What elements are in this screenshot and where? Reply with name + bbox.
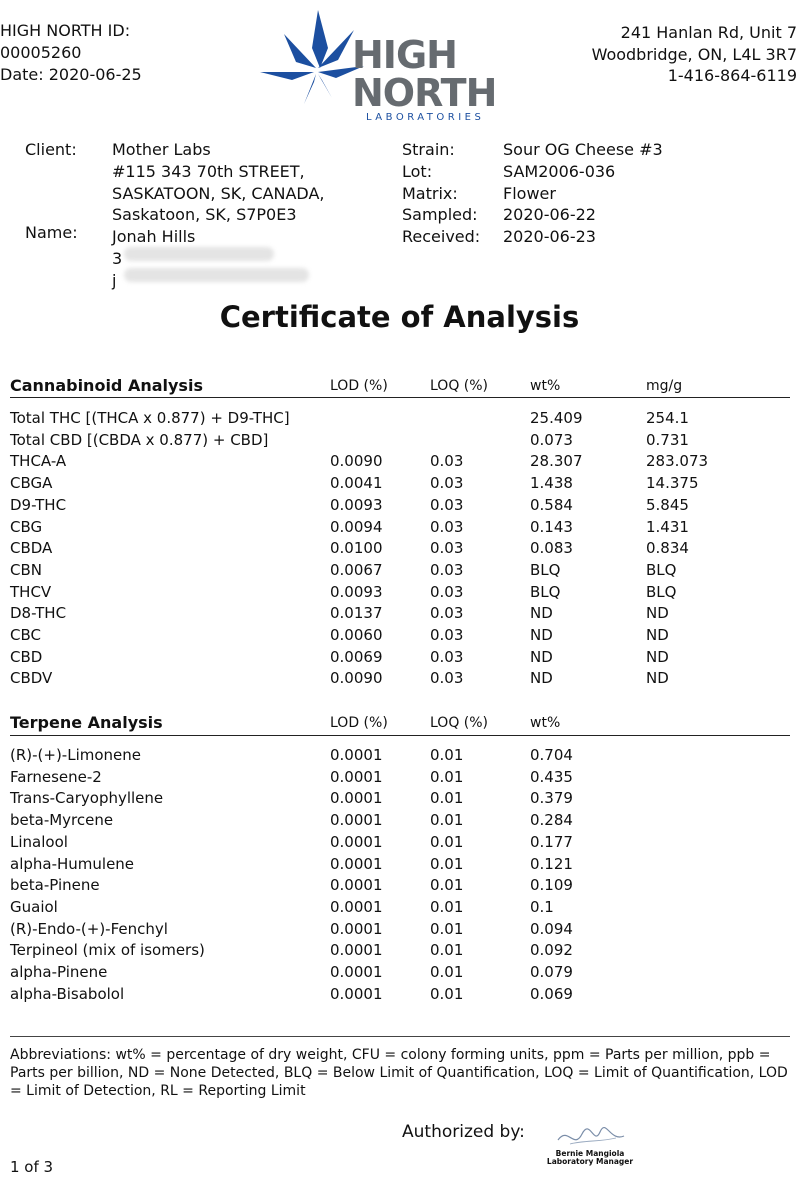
analyte-value: 0.0001 (330, 984, 383, 1003)
analyte-name: alpha-Bisabolol (10, 984, 125, 1003)
analyte-value: 0.03 (430, 647, 464, 666)
analyte-name: (R)-(+)-Limonene (10, 746, 142, 764)
empty-cell (646, 788, 766, 810)
empty-cell (646, 745, 766, 767)
analyte-value: 0.109 (530, 876, 573, 895)
analyte-name: CBN (10, 560, 42, 579)
analyte-value: ND (530, 604, 553, 623)
client-address2: SASKATOON, SK, CANADA, (112, 183, 325, 203)
column-header: mg/g (646, 378, 683, 394)
analyte-value: 0.177 (530, 832, 573, 851)
analyte-value: 0.092 (530, 941, 573, 960)
analyte-value: BLQ (646, 582, 677, 601)
lab-phone: 1-416-864-6119 (667, 66, 797, 85)
analyte-value: 5.845 (646, 495, 689, 514)
empty-cell (646, 854, 766, 876)
table-row (10, 495, 766, 517)
contact-name: Jonah Hills (112, 227, 196, 247)
analyte-value: 0.0001 (330, 941, 383, 960)
document-title: Certificate of Analysis (219, 300, 580, 334)
terpene-heading: Terpene Analysis (10, 713, 163, 732)
analyte-name: Trans-Caryophyllene (10, 789, 164, 808)
terpene-rows (10, 735, 766, 1005)
column-header: LOD (%) (330, 378, 388, 394)
analyte-value: 0.0137 (330, 604, 383, 623)
table-row (10, 940, 766, 962)
client-address3: Saskatoon, SK, S7P0E3 (112, 205, 297, 225)
page-indicator: 1 of 3 (10, 1158, 54, 1176)
analyte-value: 0.03 (430, 495, 464, 514)
analyte-value: 0.0090 (330, 452, 383, 471)
logo-word-laboratories: LABORATORIES (366, 112, 485, 123)
section-divider (10, 397, 790, 398)
lab-id-label: HIGH NORTH ID: (0, 21, 131, 40)
analyte-value: 0.01 (430, 984, 464, 1003)
analyte-value: 0.0069 (330, 647, 383, 666)
signer-name: Bernie Mangiola (555, 1149, 625, 1158)
strain-label: Strain: (402, 140, 455, 159)
table-row (10, 854, 766, 876)
cannabinoid-heading: Cannabinoid Analysis (10, 376, 203, 395)
table-row (10, 430, 766, 452)
sampled-value: 2020-06-22 (503, 205, 596, 225)
table-row (10, 473, 766, 495)
analyte-value: 25.409 (530, 409, 583, 427)
analyte-value: 0.0001 (330, 963, 383, 982)
analyte-value: 0.1 (530, 897, 554, 916)
analyte-value: 0.03 (430, 582, 464, 601)
table-row (10, 408, 766, 430)
analyte-value: 0.03 (430, 669, 464, 688)
analyte-value: 0.0001 (330, 854, 383, 873)
analyte-value: ND (646, 669, 669, 688)
table-row (10, 832, 766, 854)
analyte-name: (R)-Endo-(+)-Fenchyl (10, 919, 168, 938)
lot-value: SAM2006-036 (503, 161, 616, 181)
analyte-value: 283.073 (646, 452, 709, 471)
lab-address-line2: Woodbridge, ON, L4L 3R7 (591, 44, 797, 64)
lab-address-line1: 241 Hanlan Rd, Unit 7 (620, 23, 797, 42)
lab-id-block (0, 20, 142, 86)
analyte-value: 0.0100 (330, 539, 383, 558)
high-north-logo (256, 8, 496, 126)
contact-phone-redacted: 3 (112, 248, 123, 268)
analyte-value (430, 408, 530, 430)
section-divider (10, 1036, 790, 1037)
empty-cell (646, 832, 766, 854)
analyte-value: 0.435 (530, 767, 573, 786)
table-row (10, 647, 766, 669)
analyte-value: 0.704 (530, 746, 573, 764)
analyte-value: 0.584 (530, 495, 573, 514)
analyte-value: 0.0001 (330, 767, 383, 786)
spacer-row (10, 398, 766, 408)
column-header: LOQ (%) (430, 715, 489, 731)
analyte-name: Guaiol (10, 897, 58, 916)
analyte-value: 0.379 (530, 789, 573, 808)
sampled-label: Sampled: (402, 205, 478, 225)
table-row (10, 668, 766, 690)
redaction-mark (124, 268, 309, 282)
analyte-value: 0.284 (530, 811, 573, 830)
analyte-value: 0.083 (530, 539, 573, 558)
client-label: Client: (25, 140, 77, 159)
column-header: wt% (530, 378, 561, 394)
analyte-value: 0.01 (430, 746, 464, 764)
matrix-label: Matrix: (402, 183, 458, 203)
analyte-name: Terpineol (mix of isomers) (10, 941, 205, 960)
table-row (10, 810, 766, 832)
analyte-value: 0.0001 (330, 789, 383, 808)
analyte-value: BLQ (530, 560, 561, 579)
analyte-value: ND (646, 626, 669, 645)
analyte-name: Total CBD [(CBDA x 0.877) + CBD] (10, 430, 269, 449)
matrix-value: Flower (503, 183, 556, 203)
empty-cell (646, 767, 766, 789)
table-row (10, 984, 766, 1006)
empty-cell (646, 984, 766, 1006)
analyte-value: 0.143 (530, 517, 573, 536)
cannabinoid-rows (10, 398, 766, 690)
analyte-value: 0.0001 (330, 919, 383, 938)
cannabinoid-table (10, 374, 766, 690)
analyte-value: 0.731 (646, 430, 689, 449)
analyte-value (330, 430, 430, 452)
analyte-name: alpha-Humulene (10, 854, 135, 873)
analyte-value: 1.431 (646, 517, 689, 536)
client-address1: #115 343 70th STREET, (112, 161, 305, 181)
analyte-value: 0.0067 (330, 560, 383, 579)
analyte-value: 0.0060 (330, 626, 383, 645)
empty-cell (646, 897, 766, 919)
spacer-row (10, 735, 766, 745)
analyte-value (430, 430, 530, 452)
analyte-value: 0.0093 (330, 582, 383, 601)
lab-address-block (592, 22, 797, 87)
logo-word-high: HIGH (352, 33, 457, 77)
analyte-name: beta-Myrcene (10, 811, 114, 830)
redaction-mark (124, 247, 274, 261)
table-row (10, 538, 766, 560)
table-row (10, 517, 766, 539)
analyte-value: 0.0093 (330, 495, 383, 514)
analyte-value: 254.1 (646, 409, 689, 427)
analyte-value: 0.069 (530, 984, 573, 1003)
analyte-value: 0.0001 (330, 876, 383, 895)
column-header: LOD (%) (330, 715, 388, 731)
analyte-name: D9-THC (10, 495, 67, 514)
analyte-name: CBD (10, 647, 43, 666)
column-header: wt% (530, 715, 561, 731)
analyte-name: THCV (10, 582, 52, 601)
analyte-name: Linalool (10, 832, 68, 851)
analyte-value: 0.079 (530, 963, 573, 982)
analyte-value: 0.0001 (330, 746, 383, 764)
analyte-value: 0.0090 (330, 669, 383, 688)
analyte-value: 0.03 (430, 626, 464, 645)
lab-id-value: 00005260 (0, 43, 82, 62)
client-name: Mother Labs (112, 140, 211, 159)
name-label: Name: (25, 223, 78, 242)
analyte-value: 0.834 (646, 539, 689, 558)
empty-cell (646, 810, 766, 832)
strain-value: Sour OG Cheese #3 (503, 140, 663, 159)
analyte-value: 0.03 (430, 604, 464, 623)
empty-cell (646, 875, 766, 897)
cannabis-leaf-icon (256, 8, 366, 108)
report-date: Date: 2020-06-25 (0, 65, 142, 84)
analyte-value: 0.01 (430, 876, 464, 895)
table-row (10, 962, 766, 984)
authorized-by-label: Authorized by: (402, 1122, 525, 1142)
table-row (10, 788, 766, 810)
analyte-value: 0.03 (430, 539, 464, 558)
analyte-name: D8-THC (10, 604, 67, 623)
analyte-value: ND (530, 626, 553, 645)
signer-block (540, 1150, 640, 1166)
table-row (10, 560, 766, 582)
analyte-value: 0.03 (430, 517, 464, 536)
analyte-name: CBDA (10, 539, 53, 558)
analyte-name: Total THC [(THCA x 0.877) + D9-THC] (10, 409, 290, 427)
sample-labels (402, 139, 480, 248)
abbreviations-note: Abbreviations: wt% = percentage of dry weight, CFU = colony forming units, ppm = Parts per million, ppb = Parts per billion, ND = None Detected, BLQ = Below Limit of Quantification, LOQ = Limit of Quantification, LOD = Limit of Detection, RL = Reporting Limit (10, 1047, 788, 1099)
table-row (10, 603, 766, 625)
analyte-name: Farnesene-2 (10, 767, 102, 786)
empty-cell (646, 940, 766, 962)
empty-cell (646, 919, 766, 941)
table-row (10, 582, 766, 604)
table-row (10, 897, 766, 919)
analyte-value: ND (646, 604, 669, 623)
empty-cell (646, 962, 766, 984)
lot-label: Lot: (402, 161, 433, 181)
analyte-value: BLQ (530, 582, 561, 601)
analyte-value: ND (530, 669, 553, 688)
analyte-value: 0.03 (430, 560, 464, 579)
analyte-value: 0.01 (430, 789, 464, 808)
analyte-value: 0.01 (430, 919, 464, 938)
terpene-table (10, 711, 766, 1005)
analyte-value: 0.01 (430, 854, 464, 873)
analyte-value: 0.121 (530, 854, 573, 873)
analyte-name: CBGA (10, 474, 53, 493)
table-row (10, 919, 766, 941)
analyte-value: 0.01 (430, 811, 464, 830)
table-row (10, 767, 766, 789)
analyte-value: 0.01 (430, 897, 464, 916)
analyte-value: ND (530, 647, 553, 666)
analyte-value: 0.01 (430, 963, 464, 982)
analyte-value (330, 408, 430, 430)
table-row (10, 875, 766, 897)
contact-email-redacted: j (112, 270, 117, 290)
received-label: Received: (402, 227, 481, 247)
section-divider (10, 735, 790, 736)
analyte-value: 0.0001 (330, 811, 383, 830)
analyte-name: CBDV (10, 669, 53, 688)
column-header: LOQ (%) (430, 378, 489, 394)
analyte-value: 0.0041 (330, 474, 383, 493)
analyte-value: 0.01 (430, 941, 464, 960)
analyte-value: 0.0001 (330, 832, 383, 851)
analyte-value: 0.0094 (330, 517, 383, 536)
analyte-name: beta-Pinene (10, 876, 100, 895)
table-row (10, 625, 766, 647)
analyte-name: CBG (10, 517, 43, 536)
table-row (10, 451, 766, 473)
analyte-name: alpha-Pinene (10, 963, 108, 982)
analyte-value: 0.03 (430, 452, 464, 471)
analyte-value: 1.438 (530, 474, 573, 493)
signer-title: Laboratory Manager (546, 1157, 634, 1166)
analyte-value: 0.01 (430, 767, 464, 786)
analyte-value: 0.03 (430, 474, 464, 493)
sample-values (503, 139, 663, 248)
analyte-value: 14.375 (646, 474, 699, 493)
analyte-value: 0.073 (530, 430, 573, 449)
analyte-name: THCA-A (10, 452, 67, 471)
analyte-name: CBC (10, 626, 41, 645)
analyte-value: 0.0001 (330, 897, 383, 916)
received-value: 2020-06-23 (503, 227, 596, 247)
analyte-value: ND (646, 647, 669, 666)
analyte-value: 0.094 (530, 919, 573, 938)
logo-word-north: NORTH (352, 71, 497, 115)
table-row (10, 745, 766, 767)
analyte-value: BLQ (646, 560, 677, 579)
analyte-value: 28.307 (530, 452, 583, 471)
analyte-value: 0.01 (430, 832, 464, 851)
